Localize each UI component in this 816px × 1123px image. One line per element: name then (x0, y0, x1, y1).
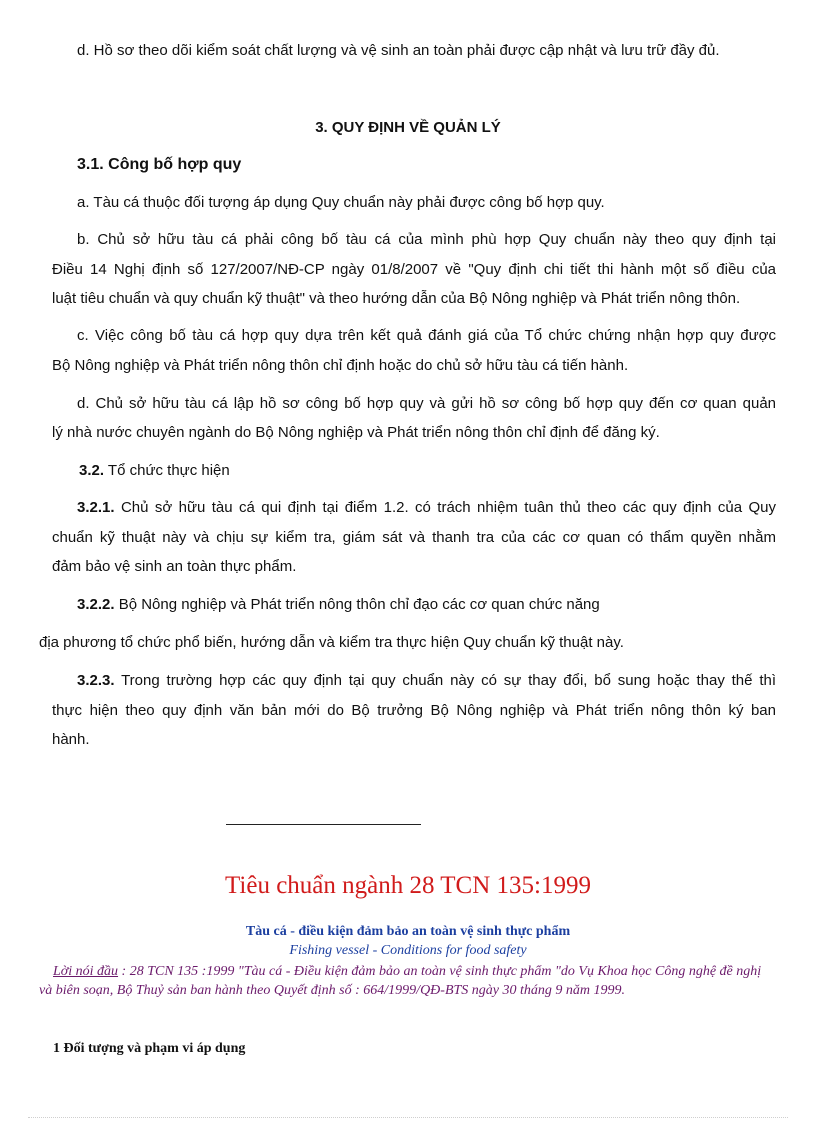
paragraph-3-1-b-line-1: b. Chủ sở hữu tàu cá phải công bố tàu cá của mình phù hợp Quy chuẩn này theo quy định tại (77, 231, 776, 248)
paragraph-3-1-b-line-3: luật tiêu chuẩn và quy chuẩn kỹ thuật" và theo hướng dẫn của Bộ Nông nghiệp và Phát triển nông thôn. (52, 290, 741, 307)
section-title: 3. QUY ĐỊNH VỀ QUẢN LÝ (315, 119, 501, 136)
paragraph-3-2-1-line-3: đảm bảo vệ sinh an toàn thực phẩm. (52, 558, 297, 575)
paragraph-3-2-1-line-1 (77, 499, 776, 516)
paragraph-3-1-b-line-2: Điều 14 Nghị định số 127/2007/NĐ-CP ngày 01/8/2007 về "Quy định chi tiết thi hành một số điều của (52, 261, 776, 278)
paragraph-3-1-d-line-2: lý nhà nước chuyên ngành do Bộ Nông nghiệp và Phát triển nông thôn chỉ định để đăng ký. (52, 424, 660, 441)
paragraph-3-1-c-line-2: Bộ Nông nghiệp và Phát triển nông thôn chỉ định hoặc do chủ sở hữu tàu cá tiến hành. (52, 357, 629, 374)
subsection-3-2-text: Tổ chức thực hiện (104, 462, 230, 479)
subsection-3-2-1-number: 3.2.1. (77, 499, 115, 516)
subsection-3-2-2-number: 3.2.2. (77, 596, 115, 613)
foreword-text: : 28 TCN 135 :1999 "Tàu cá - Điều kiện đảm bảo an toàn vệ sinh thực phẩm "do Vụ Khoa học Công nghệ đề nghị và biên soạn, Bộ Thuỷ sản ban hành theo Quyết định số : 664/1999/QĐ-BTS ngày 30 tháng 9 năm 1999. (39, 964, 762, 998)
subsection-3-2-heading (79, 462, 230, 479)
separator-line (226, 824, 421, 825)
page-bottom-divider (28, 1117, 788, 1118)
paragraph-3-2-1-text: Chủ sở hữu tàu cá qui định tại điểm 1.2. có trách nhiệm tuân thủ theo các quy định của Quy (114, 499, 776, 516)
paragraph-3-2-3-line-2: thực hiện theo quy định văn bản mới do Bộ trưởng Bộ Nông nghiệp và Phát triển nông thôn ký ban (52, 702, 776, 719)
scope-heading: 1 Đối tượng và phạm vi áp dụng (53, 1041, 246, 1056)
subsection-3-2-number: 3.2. (79, 462, 105, 479)
foreword-paragraph (39, 962, 776, 1000)
paragraph-3-2-2-text: Bộ Nông nghiệp và Phát triển nông thôn chỉ đạo các cơ quan chức năng (114, 596, 600, 613)
standard-title: Tiêu chuẩn ngành 28 TCN 135:1999 (225, 872, 591, 899)
paragraph-3-2-1-line-2: chuẩn kỹ thuật này và chịu sự kiểm tra, giám sát và thanh tra của các cơ quan có thẩm quyền nhằm (52, 529, 776, 546)
paragraph-3-2-3-text: Trong trường hợp các quy định tại quy chuẩn này có sự thay đổi, bổ sung hoặc thay thế thì (114, 672, 776, 689)
paragraph-3-2-3-line-3: hành. (52, 731, 90, 748)
paragraph-d-top: d. Hồ sơ theo dõi kiểm soát chất lượng và vệ sinh an toàn phải được cập nhật và lưu trữ đầy đủ. (77, 42, 720, 59)
subsection-3-1-heading: 3.1. Công bố hợp quy (77, 156, 242, 173)
standard-subtitle-vi: Tàu cá - điều kiện đảm bảo an toàn vệ sinh thực phẩm (245, 924, 571, 939)
paragraph-3-1-d-line-1: d. Chủ sở hữu tàu cá lập hồ sơ công bố hợp quy và gửi hồ sơ công bố hợp quy đến cơ quan quản (77, 395, 776, 412)
paragraph-3-2-2-line-1 (77, 596, 600, 613)
paragraph-3-2-2-line-2: địa phương tổ chức phổ biến, hướng dẫn và kiểm tra thực hiện Quy chuẩn kỹ thuật này. (39, 634, 624, 651)
paragraph-3-1-a: a. Tàu cá thuộc đối tượng áp dụng Quy chuẩn này phải được công bố hợp quy. (77, 194, 605, 211)
paragraph-3-1-c-line-1: c. Việc công bố tàu cá hợp quy dựa trên kết quả đánh giá của Tổ chức chứng nhận hợp quy được (77, 327, 776, 344)
foreword-label: Lời nói đầu (53, 964, 119, 979)
subsection-3-2-3-number: 3.2.3. (77, 672, 115, 689)
standard-subtitle-en: Fishing vessel - Conditions for food safety (289, 943, 527, 958)
paragraph-3-2-3-line-1 (77, 672, 776, 689)
